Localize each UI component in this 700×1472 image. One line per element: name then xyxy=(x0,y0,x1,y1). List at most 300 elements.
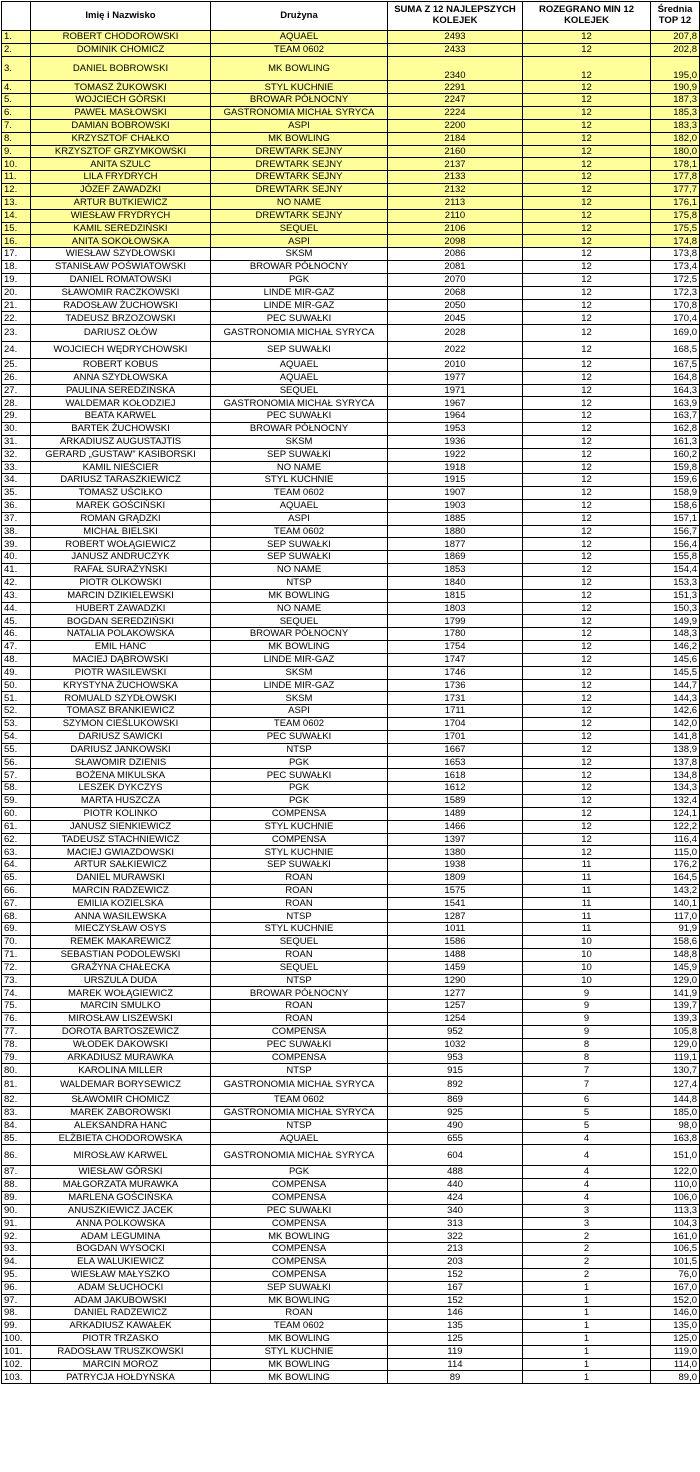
team-name: SEP SUWAŁKI xyxy=(211,1281,388,1294)
player-name: RADOSŁAW ŻUCHOWSKI xyxy=(31,299,211,312)
team-name: AQUAEL xyxy=(211,1132,388,1145)
score-sum: 1915 xyxy=(388,474,523,487)
team-name: BROWAR PÓŁNOCNY xyxy=(211,628,388,641)
team-name: NO NAME xyxy=(211,564,388,577)
table-row xyxy=(2,1204,700,1217)
player-name: BOGDAN SEREDZIŃSKI xyxy=(31,615,211,628)
games-played: 12 xyxy=(523,474,651,487)
average-score: 119,0 xyxy=(651,1345,700,1358)
games-played: 12 xyxy=(523,423,651,436)
team-name: STYL KUCHNIE xyxy=(211,474,388,487)
row-number: 42. xyxy=(2,576,31,589)
table-row xyxy=(2,43,700,56)
score-sum: 1032 xyxy=(388,1038,523,1051)
row-number: 55. xyxy=(2,743,31,756)
team-name: SEQUEL xyxy=(211,961,388,974)
score-sum: 1754 xyxy=(388,641,523,654)
average-score: 142,6 xyxy=(651,705,700,718)
player-name: DARIUSZ SAWICKI xyxy=(31,730,211,743)
team-name: ASPI xyxy=(211,512,388,525)
games-played: 12 xyxy=(523,512,651,525)
row-number: 6. xyxy=(2,107,31,120)
row-number: 70. xyxy=(2,936,31,949)
games-played: 12 xyxy=(523,666,651,679)
average-score: 129,0 xyxy=(651,974,700,987)
player-name: MAREK ZABOROWSKI xyxy=(31,1106,211,1119)
team-name: NTSP xyxy=(211,576,388,589)
average-score: 162,8 xyxy=(651,423,700,436)
row-number: 68. xyxy=(2,910,31,923)
games-played: 8 xyxy=(523,1038,651,1051)
score-sum: 152 xyxy=(388,1268,523,1281)
row-number: 39. xyxy=(2,538,31,551)
team-name: COMPENSA xyxy=(211,1179,388,1192)
team-name: STYL KUCHNIE xyxy=(211,846,388,859)
score-sum: 2086 xyxy=(388,248,523,261)
row-number: 58. xyxy=(2,782,31,795)
score-sum: 869 xyxy=(388,1094,523,1107)
team-name: ROAN xyxy=(211,897,388,910)
average-score: 129,0 xyxy=(651,1038,700,1051)
games-played: 12 xyxy=(523,171,651,184)
team-name: NO NAME xyxy=(211,461,388,474)
row-number: 15. xyxy=(2,222,31,235)
games-played: 12 xyxy=(523,602,651,615)
games-played: 12 xyxy=(523,312,651,325)
player-name: RADOSŁAW TRUSZKOWSKI xyxy=(31,1345,211,1358)
average-score: 143,2 xyxy=(651,884,700,897)
average-score: 182,0 xyxy=(651,132,700,145)
table-row xyxy=(2,273,700,286)
average-score: 114,0 xyxy=(651,1358,700,1371)
row-number: 43. xyxy=(2,589,31,602)
average-score: 163,7 xyxy=(651,410,700,423)
table-row xyxy=(2,820,700,833)
team-name: COMPENSA xyxy=(211,1256,388,1269)
score-sum: 2247 xyxy=(388,94,523,107)
table-row xyxy=(2,299,700,312)
row-number: 81. xyxy=(2,1077,31,1094)
team-name: SEP SUWAŁKI xyxy=(211,342,388,359)
table-row xyxy=(2,628,700,641)
games-played: 12 xyxy=(523,448,651,461)
average-score: 156,4 xyxy=(651,538,700,551)
games-played: 12 xyxy=(523,209,651,222)
score-sum: 953 xyxy=(388,1051,523,1064)
average-score: 178,1 xyxy=(651,158,700,171)
team-name: MK BOWLING xyxy=(211,56,388,81)
player-name: LESZEK DYKCZYS xyxy=(31,782,211,795)
score-sum: 89 xyxy=(388,1371,523,1384)
average-score: 153,3 xyxy=(651,576,700,589)
row-number: 82. xyxy=(2,1094,31,1107)
table-row xyxy=(2,1179,700,1192)
games-played: 9 xyxy=(523,1025,651,1038)
team-name: GASTRONOMIA MICHAŁ SYRYCA xyxy=(211,1106,388,1119)
games-played: 4 xyxy=(523,1166,651,1179)
table-row xyxy=(2,576,700,589)
player-name: ARKADIUSZ KAWAŁEK xyxy=(31,1320,211,1333)
games-played: 4 xyxy=(523,1191,651,1204)
player-name: EMIL HANC xyxy=(31,641,211,654)
average-score: 105,8 xyxy=(651,1025,700,1038)
score-sum: 892 xyxy=(388,1077,523,1094)
player-name: ANNA WASILEWSKA xyxy=(31,910,211,923)
player-name: MIECZYSŁAW OSYS xyxy=(31,923,211,936)
row-number: 73. xyxy=(2,974,31,987)
team-name: MK BOWLING xyxy=(211,1294,388,1307)
score-sum: 2113 xyxy=(388,196,523,209)
score-sum: 1589 xyxy=(388,795,523,808)
score-sum: 488 xyxy=(388,1166,523,1179)
team-name: LINDE MIR-GAZ xyxy=(211,299,388,312)
team-name: TEAM 0602 xyxy=(211,1094,388,1107)
player-name: HUBERT ZAWADZKI xyxy=(31,602,211,615)
player-name: ANITA SOKOŁOWSKA xyxy=(31,235,211,248)
games-played: 12 xyxy=(523,743,651,756)
games-played: 1 xyxy=(523,1320,651,1333)
average-score: 158,6 xyxy=(651,499,700,512)
games-played: 8 xyxy=(523,1051,651,1064)
average-score: 139,3 xyxy=(651,1013,700,1026)
table-row xyxy=(2,910,700,923)
games-played: 12 xyxy=(523,132,651,145)
team-name: ASPI xyxy=(211,235,388,248)
player-name: MARCIN MOROZ xyxy=(31,1358,211,1371)
team-name: COMPENSA xyxy=(211,1243,388,1256)
player-name: WOJCIECH WĘDRYCHOWSKI xyxy=(31,342,211,359)
table-row xyxy=(2,474,700,487)
score-sum: 1254 xyxy=(388,1013,523,1026)
score-sum: 2110 xyxy=(388,209,523,222)
player-name: PAWEŁ MASŁOWSKI xyxy=(31,107,211,120)
row-number: 101. xyxy=(2,1345,31,1358)
games-played: 12 xyxy=(523,325,651,342)
team-name: GASTRONOMIA MICHAŁ SYRYCA xyxy=(211,107,388,120)
average-score: 173,8 xyxy=(651,248,700,261)
header-sum: SUMA Z 12 NAJLEPSZYCH KOLEJEK xyxy=(388,2,523,31)
table-row xyxy=(2,1320,700,1333)
games-played: 5 xyxy=(523,1119,651,1132)
row-number: 78. xyxy=(2,1038,31,1051)
average-score: 125,0 xyxy=(651,1332,700,1345)
team-name: NO NAME xyxy=(211,196,388,209)
player-name: PIOTR TRZASKO xyxy=(31,1332,211,1345)
row-number: 94. xyxy=(2,1256,31,1269)
score-sum: 1488 xyxy=(388,948,523,961)
score-sum: 1880 xyxy=(388,525,523,538)
games-played: 12 xyxy=(523,628,651,641)
team-name: DREWTARK SEJNY xyxy=(211,158,388,171)
average-score: 160,2 xyxy=(651,448,700,461)
header-average: Średnia TOP 12 xyxy=(651,2,700,31)
player-name: SŁAWOMIR DZIENIS xyxy=(31,756,211,769)
table-row xyxy=(2,961,700,974)
player-name: WIESŁAW FRYDRYCH xyxy=(31,209,211,222)
score-sum: 2028 xyxy=(388,325,523,342)
score-sum: 1803 xyxy=(388,602,523,615)
team-name: SEP SUWAŁKI xyxy=(211,859,388,872)
table-row xyxy=(2,769,700,782)
table-row xyxy=(2,286,700,299)
row-number: 35. xyxy=(2,487,31,500)
player-name: DANIEL MURAWSKI xyxy=(31,872,211,885)
player-name: ANITA SZULC xyxy=(31,158,211,171)
row-number: 36. xyxy=(2,499,31,512)
team-name: ROAN xyxy=(211,1307,388,1320)
team-name: TEAM 0602 xyxy=(211,1320,388,1333)
team-name: BROWAR PÓŁNOCNY xyxy=(211,261,388,274)
row-number: 80. xyxy=(2,1064,31,1077)
row-number: 28. xyxy=(2,397,31,410)
table-row xyxy=(2,435,700,448)
table-row xyxy=(2,1119,700,1132)
games-played: 10 xyxy=(523,948,651,961)
games-played: 12 xyxy=(523,248,651,261)
games-played: 12 xyxy=(523,499,651,512)
row-number: 38. xyxy=(2,525,31,538)
player-name: MIROSŁAW KARWEL xyxy=(31,1145,211,1166)
table-row xyxy=(2,1166,700,1179)
score-sum: 167 xyxy=(388,1281,523,1294)
table-row xyxy=(2,884,700,897)
score-sum: 1869 xyxy=(388,551,523,564)
player-name: DAMIAN BOBROWSKI xyxy=(31,119,211,132)
score-sum: 424 xyxy=(388,1191,523,1204)
player-name: JÓZEF ZAWADZKI xyxy=(31,184,211,197)
player-name: PIOTR KOLINKO xyxy=(31,807,211,820)
team-name: PEC SUWAŁKI xyxy=(211,1038,388,1051)
score-sum: 1380 xyxy=(388,846,523,859)
player-name: WIESŁAW MAŁYSZKO xyxy=(31,1268,211,1281)
player-name: JANUSZ ANDRUCZYK xyxy=(31,551,211,564)
games-played: 11 xyxy=(523,897,651,910)
row-number: 46. xyxy=(2,628,31,641)
team-name: PEC SUWAŁKI xyxy=(211,312,388,325)
table-row xyxy=(2,564,700,577)
player-name: WIESŁAW GÓRSKI xyxy=(31,1166,211,1179)
average-score: 151,0 xyxy=(651,1145,700,1166)
score-sum: 1612 xyxy=(388,782,523,795)
average-score: 144,7 xyxy=(651,679,700,692)
games-played: 2 xyxy=(523,1243,651,1256)
score-sum: 1746 xyxy=(388,666,523,679)
row-number: 72. xyxy=(2,961,31,974)
games-played: 12 xyxy=(523,525,651,538)
games-played: 12 xyxy=(523,615,651,628)
table-row xyxy=(2,705,700,718)
score-sum: 1466 xyxy=(388,820,523,833)
games-played: 12 xyxy=(523,769,651,782)
games-played: 12 xyxy=(523,145,651,158)
team-name: PGK xyxy=(211,795,388,808)
table-row xyxy=(2,94,700,107)
player-name: URSZULA DUDA xyxy=(31,974,211,987)
games-played: 1 xyxy=(523,1281,651,1294)
player-name: DOMINIK CHOMICZ xyxy=(31,43,211,56)
table-row xyxy=(2,641,700,654)
team-name: TEAM 0602 xyxy=(211,718,388,731)
average-score: 144,3 xyxy=(651,692,700,705)
team-name: DREWTARK SEJNY xyxy=(211,209,388,222)
average-score: 187,3 xyxy=(651,94,700,107)
score-sum: 1907 xyxy=(388,487,523,500)
table-row xyxy=(2,615,700,628)
average-score: 175,5 xyxy=(651,222,700,235)
team-name: GASTRONOMIA MICHAŁ SYRYCA xyxy=(211,1077,388,1094)
table-row xyxy=(2,1332,700,1345)
row-number: 60. xyxy=(2,807,31,820)
score-sum: 119 xyxy=(388,1345,523,1358)
score-sum: 1459 xyxy=(388,961,523,974)
player-name: DARIUSZ TARASZKIEWICZ xyxy=(31,474,211,487)
row-number: 63. xyxy=(2,846,31,859)
average-score: 190,9 xyxy=(651,81,700,94)
table-row xyxy=(2,974,700,987)
score-sum: 125 xyxy=(388,1332,523,1345)
player-name: MARCIN DZIKIELEWSKI xyxy=(31,589,211,602)
team-name: STYL KUCHNIE xyxy=(211,820,388,833)
ranking-table xyxy=(1,1,700,1384)
team-name: TEAM 0602 xyxy=(211,43,388,56)
table-row xyxy=(2,1094,700,1107)
score-sum: 1397 xyxy=(388,833,523,846)
average-score: 132,4 xyxy=(651,795,700,808)
average-score: 176,2 xyxy=(651,859,700,872)
table-row xyxy=(2,342,700,359)
player-name: DANIEL BOBROWSKI xyxy=(31,56,211,81)
average-score: 172,3 xyxy=(651,286,700,299)
score-sum: 2068 xyxy=(388,286,523,299)
score-sum: 1799 xyxy=(388,615,523,628)
table-row xyxy=(2,948,700,961)
row-number: 50. xyxy=(2,679,31,692)
player-name: WŁODEK DAKOWSKI xyxy=(31,1038,211,1051)
average-score: 154,4 xyxy=(651,564,700,577)
player-name: MARTA HUSZCZA xyxy=(31,795,211,808)
header-row xyxy=(2,2,700,31)
table-row xyxy=(2,730,700,743)
row-number: 84. xyxy=(2,1119,31,1132)
table-row xyxy=(2,525,700,538)
team-name: BROWAR PÓŁNOCNY xyxy=(211,987,388,1000)
team-name: PGK xyxy=(211,782,388,795)
team-name: MK BOWLING xyxy=(211,1371,388,1384)
table-row xyxy=(2,1217,700,1230)
score-sum: 1011 xyxy=(388,923,523,936)
team-name: COMPENSA xyxy=(211,1025,388,1038)
player-name: MAREK WOŁĄGIEWICZ xyxy=(31,987,211,1000)
table-row xyxy=(2,897,700,910)
player-name: EMILIA KOZIELSKA xyxy=(31,897,211,910)
table-row xyxy=(2,718,700,731)
games-played: 11 xyxy=(523,872,651,885)
score-sum: 1277 xyxy=(388,987,523,1000)
player-name: SŁAWOMIR RACZKOWSKI xyxy=(31,286,211,299)
row-number: 92. xyxy=(2,1230,31,1243)
team-name: AQUAEL xyxy=(211,499,388,512)
row-number: 26. xyxy=(2,371,31,384)
row-number: 25. xyxy=(2,358,31,371)
player-name: PIOTR WASILEWSKI xyxy=(31,666,211,679)
games-played: 12 xyxy=(523,222,651,235)
table-row xyxy=(2,782,700,795)
team-name: PEC SUWAŁKI xyxy=(211,769,388,782)
team-name: PEC SUWAŁKI xyxy=(211,410,388,423)
row-number: 30. xyxy=(2,423,31,436)
games-played: 12 xyxy=(523,461,651,474)
average-score: 119,1 xyxy=(651,1051,700,1064)
table-row xyxy=(2,795,700,808)
table-row xyxy=(2,743,700,756)
score-sum: 1809 xyxy=(388,872,523,885)
games-played: 3 xyxy=(523,1217,651,1230)
table-row xyxy=(2,872,700,885)
score-sum: 152 xyxy=(388,1294,523,1307)
row-number: 32. xyxy=(2,448,31,461)
table-row xyxy=(2,1064,700,1077)
player-name: PATRYCJA HOŁDYŃSKA xyxy=(31,1371,211,1384)
row-number: 22. xyxy=(2,312,31,325)
score-sum: 2010 xyxy=(388,358,523,371)
score-sum: 1971 xyxy=(388,384,523,397)
row-number: 41. xyxy=(2,564,31,577)
player-name: JANUSZ SIENKIEWICZ xyxy=(31,820,211,833)
games-played: 12 xyxy=(523,397,651,410)
score-sum: 2160 xyxy=(388,145,523,158)
score-sum: 1290 xyxy=(388,974,523,987)
average-score: 183,3 xyxy=(651,119,700,132)
average-score: 172,5 xyxy=(651,273,700,286)
team-name: NTSP xyxy=(211,1119,388,1132)
games-played: 12 xyxy=(523,795,651,808)
team-name: SEQUEL xyxy=(211,615,388,628)
row-number: 37. xyxy=(2,512,31,525)
row-number: 98. xyxy=(2,1307,31,1320)
score-sum: 146 xyxy=(388,1307,523,1320)
average-score: 164,3 xyxy=(651,384,700,397)
games-played: 6 xyxy=(523,1094,651,1107)
score-sum: 1903 xyxy=(388,499,523,512)
row-number: 53. xyxy=(2,718,31,731)
games-played: 2 xyxy=(523,1230,651,1243)
table-row xyxy=(2,551,700,564)
team-name: COMPENSA xyxy=(211,1051,388,1064)
score-sum: 925 xyxy=(388,1106,523,1119)
table-row xyxy=(2,1000,700,1013)
player-name: ROBERT KOBUS xyxy=(31,358,211,371)
player-name: BOGDAN WYSOCKI xyxy=(31,1243,211,1256)
row-number: 87. xyxy=(2,1166,31,1179)
row-number: 66. xyxy=(2,884,31,897)
player-name: MACIEJ DĄBROWSKI xyxy=(31,653,211,666)
average-score: 207,8 xyxy=(651,31,700,44)
row-number: 65. xyxy=(2,872,31,885)
row-number: 54. xyxy=(2,730,31,743)
score-sum: 604 xyxy=(388,1145,523,1166)
row-number: 11. xyxy=(2,171,31,184)
score-sum: 1953 xyxy=(388,423,523,436)
average-score: 163,9 xyxy=(651,397,700,410)
table-row xyxy=(2,692,700,705)
table-row xyxy=(2,119,700,132)
player-name: ARTUR SAŁKIEWICZ xyxy=(31,859,211,872)
games-played: 12 xyxy=(523,81,651,94)
score-sum: 1667 xyxy=(388,743,523,756)
table-row xyxy=(2,196,700,209)
team-name: SKSM xyxy=(211,692,388,705)
games-played: 11 xyxy=(523,910,651,923)
